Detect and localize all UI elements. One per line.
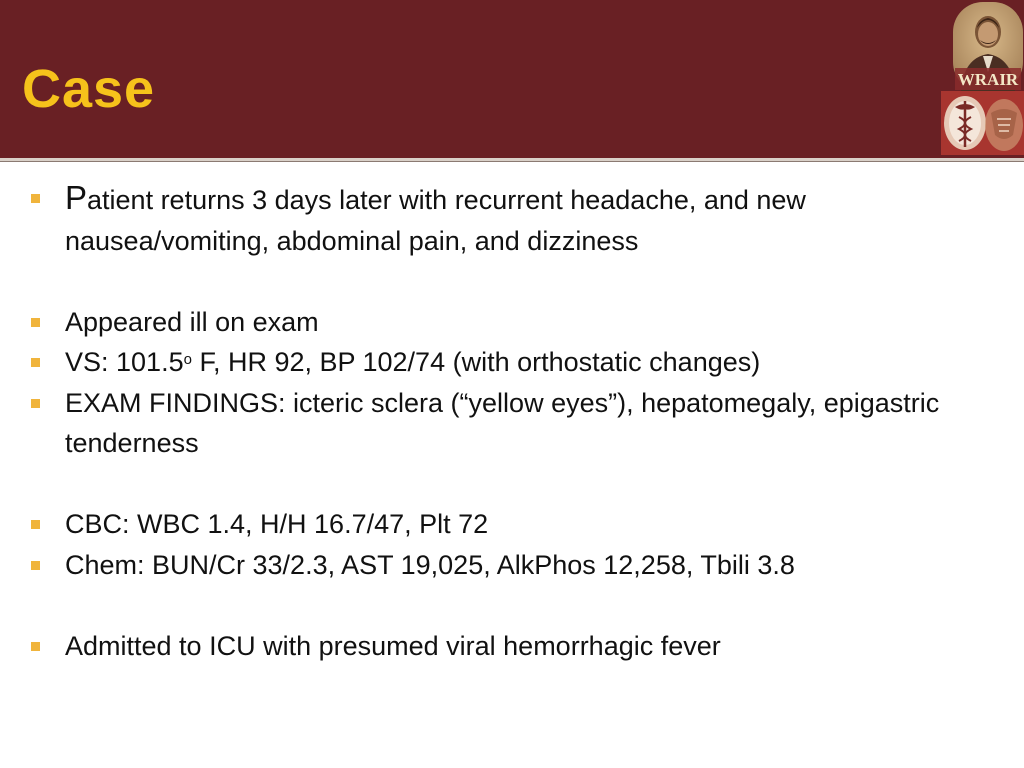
bullet-text: Appeared ill on exam: [65, 306, 319, 337]
bullet-marker-icon: [31, 642, 40, 651]
bullet-appeared-ill: [30, 302, 1010, 343]
portrait-logo-icon: [953, 2, 1023, 92]
bullet-cbc: [30, 504, 1010, 545]
bullet-text: CBC: WBC 1.4, H/H 16.7/47, Plt 72: [65, 509, 489, 539]
bullet-text: Admitted to ICU with presumed viral hemorrhagic fever: [65, 630, 721, 661]
bullet-patient-returns: [30, 178, 1010, 261]
wrair-logo-text: WRAIR: [957, 70, 1019, 89]
bullet-text: EXAM FINDINGS: icteric sclera (“yellow eyes”), hepatomegaly, epigastric tenderness: [65, 387, 940, 458]
bullet-marker-icon: [31, 318, 40, 327]
bullet-marker-icon: [31, 358, 40, 367]
bullet-marker-icon: [31, 194, 40, 203]
dropcap-letter: P: [65, 179, 88, 216]
bullet-chem: [30, 545, 1010, 586]
bullet-admitted-icu: [30, 626, 1010, 667]
bullet-list: [30, 178, 1010, 666]
title-bar-rule-shadow: [0, 161, 1024, 162]
bullet-text-continued: F, HR 92, BP 102/74 (with orthostatic changes): [191, 347, 761, 377]
bullet-text: VS: 101.5: [65, 347, 184, 377]
bullet-marker-icon: [31, 520, 40, 529]
caduceus-seal-icon: [941, 91, 1024, 155]
bullet-exam-findings: [30, 383, 1010, 464]
slide-title: Case: [22, 59, 156, 119]
bullet-vital-signs: [30, 342, 1010, 383]
bullet-text: atient returns 3 days later with recurrent headache, and new nausea/vomiting, abdominal pain, and dizziness: [65, 185, 806, 256]
bullet-text: Chem: BUN/Cr 33/2.3, AST 19,025, AlkPhos 12,258, Tbili 3.8: [65, 549, 795, 580]
bullet-marker-icon: [31, 399, 40, 408]
degree-mark: o: [183, 351, 192, 368]
bullet-marker-icon: [31, 561, 40, 570]
